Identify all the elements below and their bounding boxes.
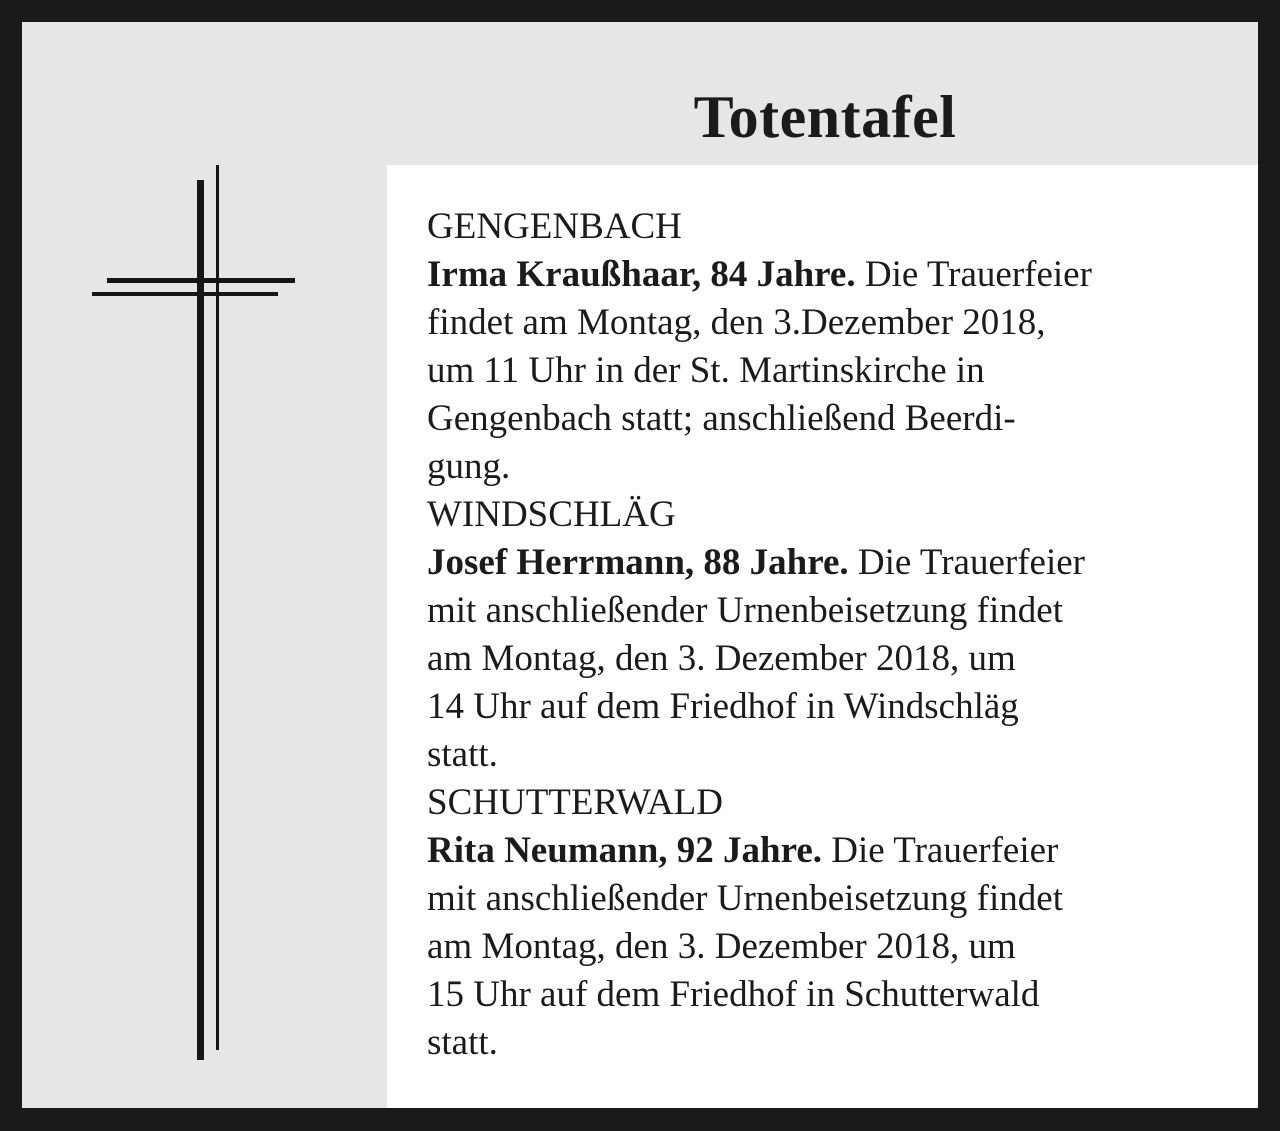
entry-line: [427, 827, 1227, 875]
page-title: Totentafel: [693, 84, 957, 150]
obituary-entry: [427, 779, 1258, 1067]
entry-line: gung.: [427, 446, 511, 487]
entry-text: Die Trauerfeier: [864, 254, 1092, 295]
entry-line: statt.: [427, 734, 498, 775]
entry-name: Josef Herrmann, 88 Jahre.: [427, 542, 849, 583]
entry-name: Irma Kraußhaar, 84 Jahre.: [427, 254, 856, 295]
entry-line: 15 Uhr auf dem Friedhof in Schutterwald: [427, 974, 1040, 1015]
entry-line: 14 Uhr auf dem Friedhof in Windschläg: [427, 686, 1019, 727]
entry-line: am Montag, den 3. Dezember 2018, um: [427, 926, 1016, 967]
entry-line: findet am Montag, den 3.Dezember 2018,: [427, 302, 1046, 343]
entry-line: mit anschließender Urnenbeisetzung findet: [427, 878, 1063, 919]
entry-text: Die Trauerfeier: [857, 542, 1085, 583]
entry-line: mit anschließender Urnenbeisetzung findet: [427, 590, 1063, 631]
entry-name: Rita Neumann, 92 Jahre.: [427, 830, 823, 871]
entry-place: SCHUTTERWALD: [427, 782, 723, 823]
entry-line: [427, 251, 1227, 299]
entry-line: statt.: [427, 1022, 498, 1063]
obituary-entry: [427, 491, 1258, 779]
entry-line: am Montag, den 3. Dezember 2018, um: [427, 638, 1016, 679]
entry-line: [427, 539, 1227, 587]
entry-place: WINDSCHLÄG: [427, 494, 676, 535]
entry-line: um 11 Uhr in der St. Martinskirche in: [427, 350, 985, 391]
obituary-entry: [427, 203, 1258, 491]
entry-text: Die Trauerfeier: [831, 830, 1059, 871]
entry-line: Gengenbach statt; anschließend Beerdi-: [427, 398, 1016, 439]
entry-place: GENGENBACH: [427, 206, 682, 247]
obituary-list: [387, 165, 1258, 1108]
